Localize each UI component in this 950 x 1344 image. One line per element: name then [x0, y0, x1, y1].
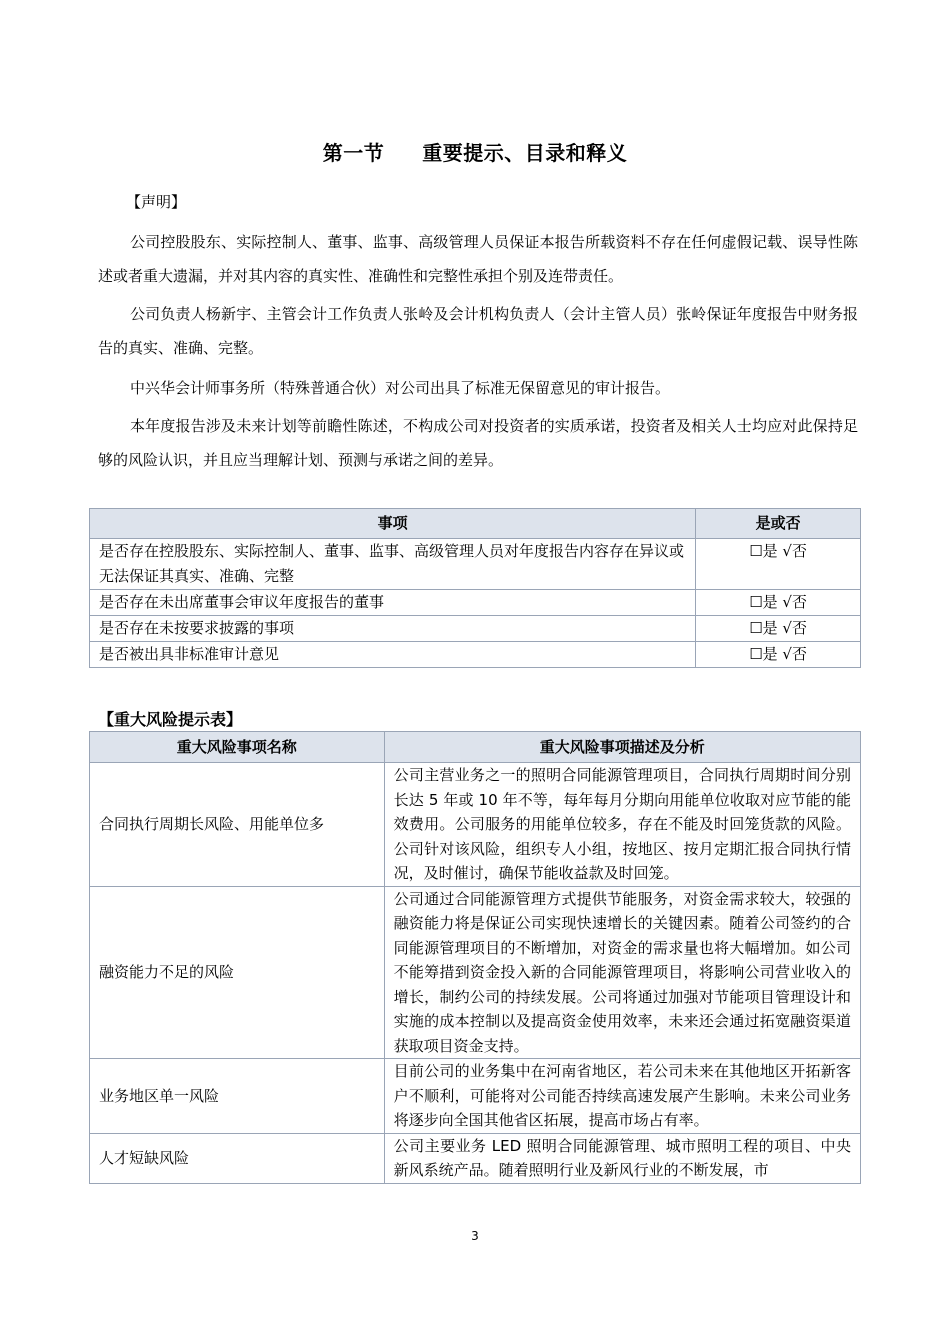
table-row: [90, 590, 861, 616]
risk-name-cell: 业务地区单一风险: [90, 1059, 385, 1134]
risk-table-title: 【重大风险提示表】: [98, 710, 243, 729]
matter-cell: 是否存在未出席董事会审议年度报告的董事: [90, 590, 696, 616]
matters-table: [89, 508, 861, 668]
declaration-paragraph: 中兴华会计师事务所（特殊普通合伙）对公司出具了标准无保留意见的审计报告。: [130, 379, 671, 397]
risk-desc-cell: 目前公司的业务集中在河南省地区，若公司未来在其他地区开拓新客户不顺利，可能将对公司能否持续高速发展产生影响。未来公司业务将逐步向全国其他省区拓展，提高市场占有率。: [384, 1059, 860, 1134]
section-title: [0, 137, 950, 166]
answer-cell: ☐是 √否: [696, 590, 861, 616]
page-number: 3: [471, 1229, 479, 1243]
table-row: [90, 763, 861, 887]
matter-cell: 是否存在控股股东、实际控制人、董事、监事、高级管理人员对年度报告内容存在异议或无法保证其真实、准确、完整: [90, 539, 696, 590]
table-row: [90, 642, 861, 668]
section-number: 第一节: [322, 141, 385, 165]
header-cell: 是或否: [696, 509, 861, 539]
risk-desc-cell: 公司通过合同能源管理方式提供节能服务，对资金需求较大，较强的融资能力将是保证公司实现快速增长的关键因素。随着公司签约的合同能源管理项目的不断增加，对资金的需求量也将大幅增加。如公司不能筹措到资金投入新的合同能源管理项目，将影响公司营业收入的增长，制约公司的持续发展。公司将通过加强对节能项目管理设计和实施的成本控制以及提高资金使用效率，未来还会通过拓宽融资渠道获取项目资金支持。: [384, 886, 860, 1059]
risk-desc-cell: 公司主营业务之一的照明合同能源管理项目，合同执行周期时间分别长达 5 年或 10 年不等，每年每月分期向用能单位收取对应节能的能效费用。公司服务的用能单位较多，存在不能及时回笼货款的风险。公司针对该风险，组织专人小组，按地区、按月定期汇报合同执行情况，及时催讨，确保节能收益款及时回笼。: [384, 763, 860, 887]
risk-name-cell: 人才短缺风险: [90, 1133, 385, 1183]
answer-cell: ☐是 √否: [696, 539, 861, 590]
matter-cell: 是否被出具非标准审计意见: [90, 642, 696, 668]
table-row: [90, 539, 861, 590]
header-cell: 事项: [90, 509, 696, 539]
matter-cell: 是否存在未按要求披露的事项: [90, 616, 696, 642]
declaration-paragraph: 本年度报告涉及未来计划等前瞻性陈述，不构成公司对投资者的实质承诺，投资者及相关人士均应对此保持足够的风险认识，并且应当理解计划、预测与承诺之间的差异。: [98, 417, 858, 469]
table-row: [90, 616, 861, 642]
table-row: [90, 886, 861, 1059]
declaration-label: 【声明】: [126, 193, 187, 211]
risk-name-cell: 合同执行周期长风险、用能单位多: [90, 763, 385, 887]
table-header-row: [90, 509, 861, 539]
table-header-row: [90, 732, 861, 763]
risk-desc-cell: 公司主要业务 LED 照明合同能源管理、城市照明工程的项目、中央新风系统产品。随着照明行业及新风行业的不断发展，市: [384, 1133, 860, 1183]
declaration-paragraph: 公司控股股东、实际控制人、董事、监事、高级管理人员保证本报告所载资料不存在任何虚假记载、误导性陈述或者重大遗漏，并对其内容的真实性、准确性和完整性承担个别及连带责任。: [98, 233, 858, 285]
risk-name-cell: 融资能力不足的风险: [90, 886, 385, 1059]
declaration-paragraph: 公司负责人杨新宇、主管会计工作负责人张岭及会计机构负责人（会计主管人员）张岭保证年度报告中财务报告的真实、准确、完整。: [98, 305, 858, 357]
table-row: [90, 1059, 861, 1134]
table-row: [90, 1133, 861, 1183]
header-cell: 重大风险事项描述及分析: [384, 732, 860, 763]
header-cell: 重大风险事项名称: [90, 732, 385, 763]
answer-cell: ☐是 √否: [696, 616, 861, 642]
section-heading: 重要提示、目录和释义: [422, 141, 628, 165]
risk-table: [89, 731, 861, 1184]
answer-cell: ☐是 √否: [696, 642, 861, 668]
